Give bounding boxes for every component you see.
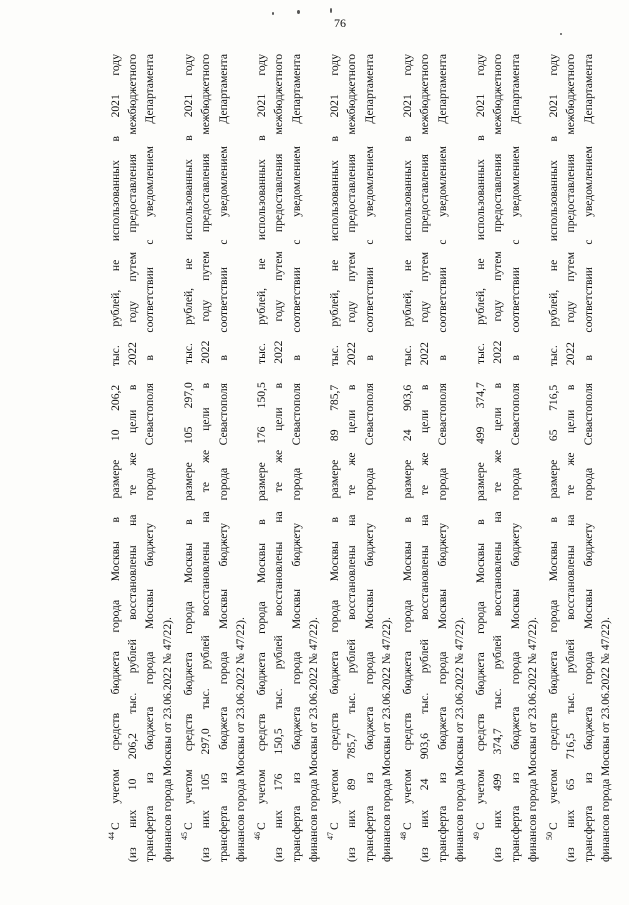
footnote-line	[270, 54, 287, 862]
footnote-text: трансферта из бюджета города Москвы бюджету города Севастополя в соответствии с уведомлением Департамента	[216, 54, 230, 862]
scan-speck	[560, 33, 562, 35]
footnote-text: трансферта из бюджета города Москвы бюджету города Севастополя в соответствии с уведомлением Департамента	[435, 54, 449, 862]
footnote	[103, 54, 176, 862]
scan-speck	[297, 10, 300, 14]
rotated-text-block	[103, 54, 613, 862]
footnote-number: 45	[180, 832, 190, 840]
footnote-text: С учетом средств бюджета города Москвы в размере 24 903,6 тыс. рублей, не использованных в 2021 году	[401, 54, 415, 830]
footnote-text: финансов города Москвы от 23.06.2022 № 47/22).	[525, 617, 539, 862]
footnote-text: С учетом средств бюджета города Москвы в размере 176 150,5 тыс. рублей, не использованных в 2021 году	[254, 54, 268, 830]
footnote-text: (из них 10 206,2 тыс. рублей восстановлены на те же цели в 2022 году путем предоставления межбюджетного	[126, 54, 140, 862]
footnote-text: (из них 24 903,6 тыс. рублей восстановлены на те же цели в 2022 году путем предоставления межбюджетного	[418, 54, 432, 862]
footnote-line	[141, 54, 158, 862]
footnote-line	[378, 54, 395, 862]
footnote-line	[468, 54, 489, 862]
footnote-text: С учетом средств бюджета города Москвы в размере 499 374,7 тыс. рублей, не использованных в 2021 году	[474, 54, 488, 830]
footnote-line	[159, 54, 176, 862]
footnote-line	[489, 54, 506, 862]
footnote-number: 47	[326, 832, 336, 840]
footnote-line	[343, 54, 360, 862]
scan-speck	[330, 8, 332, 13]
footnote-line	[395, 54, 416, 862]
footnote-text: (из них 65 716,5 тыс. рублей восстановлены на те же цели в 2022 году путем предоставления межбюджетного	[564, 54, 578, 862]
footnote-line	[416, 54, 433, 862]
footnote-line	[597, 54, 614, 862]
footnote-text: финансов города Москвы от 23.06.2022 № 47/22).	[599, 617, 613, 862]
footnote	[395, 54, 468, 862]
footnote-line	[361, 54, 378, 862]
footnote-text: (из них 89 785,7 тыс. рублей восстановлены на те же цели в 2022 году путем предоставления межбюджетного	[345, 54, 359, 862]
footnote-text: финансов города Москвы от 23.06.2022 № 47/22).	[160, 617, 174, 862]
footnote-line	[305, 54, 322, 862]
footnote-text: трансферта из бюджета города Москвы бюджету города Севастополя в соответствии с уведомлением Департамента	[362, 54, 376, 862]
footnote-number: 46	[253, 832, 263, 840]
footnote-line	[524, 54, 541, 862]
footnote-line	[288, 54, 305, 862]
footnote-line	[249, 54, 270, 862]
footnote-line	[232, 54, 249, 862]
footnote-line	[322, 54, 343, 862]
footnote-line	[215, 54, 232, 862]
footnote-line	[562, 54, 579, 862]
footnote-line	[124, 54, 141, 862]
footnote-line	[451, 54, 468, 862]
footnote	[176, 54, 249, 862]
footnote-text: (из них 176 150,5 тыс. рублей восстановлены на те же цели в 2022 году путем предоставления межбюджетного	[272, 54, 286, 862]
footnote-line	[103, 54, 124, 862]
footnote-number: 50	[545, 832, 555, 840]
footnote-text: финансов города Москвы от 23.06.2022 № 47/22).	[306, 617, 320, 862]
footnote-text: С учетом средств бюджета города Москвы в размере 65 716,5 тыс. рублей, не использованных в 2021 году	[547, 54, 561, 830]
footnote	[468, 54, 541, 862]
footnote-text: финансов города Москвы от 23.06.2022 № 47/22).	[452, 617, 466, 862]
footnote	[541, 54, 614, 862]
page-number: 76	[334, 16, 346, 30]
footnote-line	[176, 54, 197, 862]
footnote-text: трансферта из бюджета города Москвы бюджету города Севастополя в соответствии с уведомлением Департамента	[581, 54, 595, 862]
footnote-line	[434, 54, 451, 862]
footnote-line	[507, 54, 524, 862]
footnote-line	[541, 54, 562, 862]
footnote-text: С учетом средств бюджета города Москвы в размере 105 297,0 тыс. рублей, не использованных в 2021 году	[181, 54, 195, 830]
footnote-text: (из них 499 374,7 тыс. рублей восстановлены на те же цели в 2022 году путем предоставления межбюджетного	[491, 54, 505, 862]
scan-speck	[272, 12, 274, 15]
footnote-number: 49	[472, 832, 482, 840]
footnote-number: 44	[107, 832, 116, 840]
footnote	[249, 54, 322, 862]
footnote-line	[580, 54, 597, 862]
footnote-text: С учетом средств бюджета города Москвы в размере 10 206,2 тыс. рублей, не использованных в 2021 году	[108, 54, 122, 830]
footnote-text: С учетом средств бюджета города Москвы в размере 89 785,7 тыс. рублей, не использованных в 2021 году	[328, 54, 341, 830]
footnote-number: 48	[399, 832, 409, 840]
footnote-text: финансов города Москвы от 23.06.2022 № 47/22).	[379, 617, 393, 862]
footnote-text: трансферта из бюджета города Москвы бюджету города Севастополя в соответствии с уведомлением Департамента	[143, 54, 157, 862]
footnote-line	[197, 54, 214, 862]
footnote-text: трансферта из бюджета города Москвы бюджету города Севастополя в соответствии с уведомлением Департамента	[289, 54, 303, 862]
footnote-text: трансферта из бюджета города Москвы бюджету города Севастополя в соответствии с уведомлением Департамента	[508, 54, 522, 862]
footnote-text: финансов города Москвы от 23.06.2022 № 47/22).	[233, 617, 247, 862]
footnotes-list	[103, 54, 614, 862]
footnote-text: (из них 105 297,0 тыс. рублей восстановлены на те же цели в 2022 году путем предоставления межбюджетного	[199, 54, 213, 862]
footnote	[322, 54, 395, 862]
